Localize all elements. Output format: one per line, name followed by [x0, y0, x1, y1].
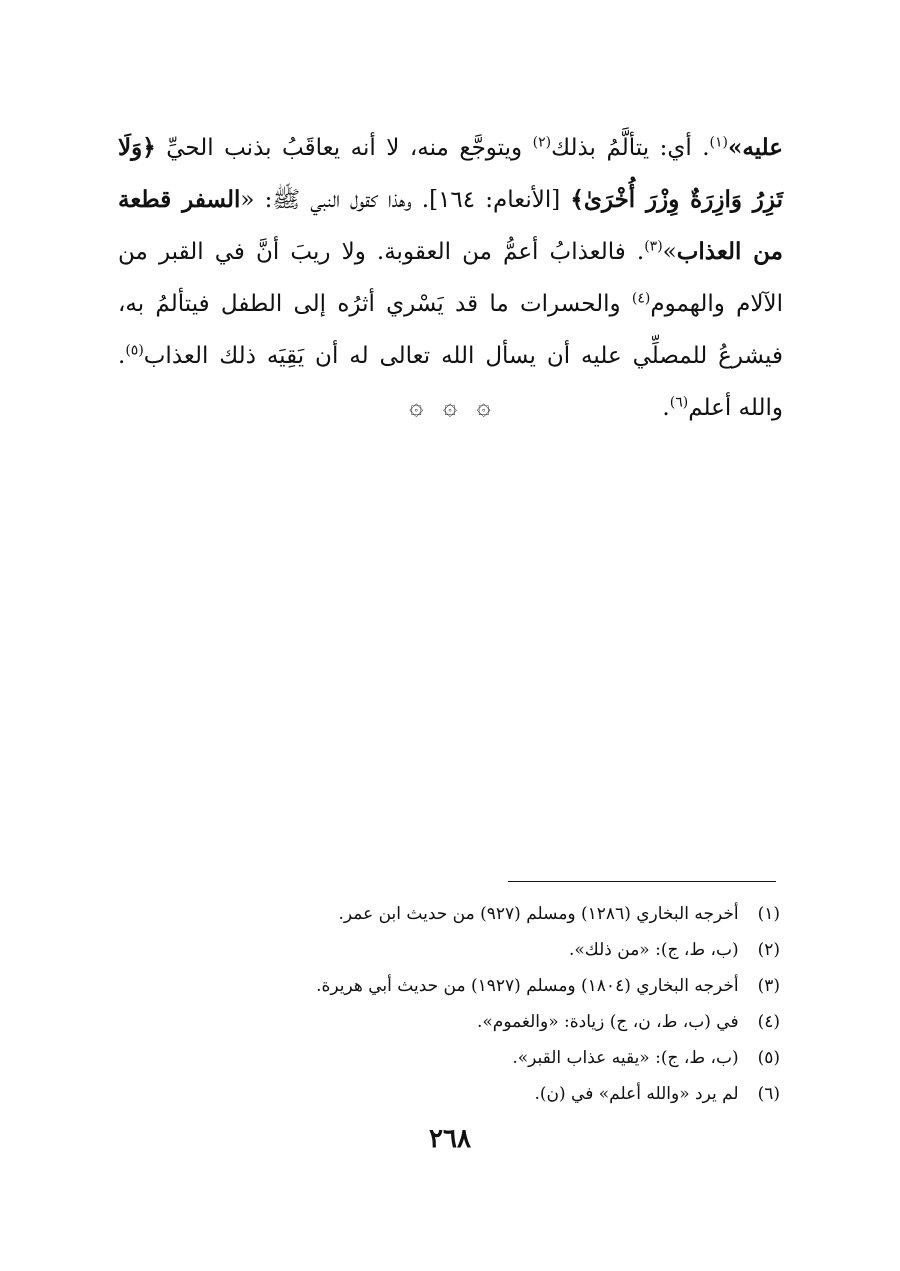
footnote-number: (١) — [757, 904, 780, 924]
footnote-ref-3[interactable]: (٣) — [644, 238, 663, 255]
footnote-item — [200, 1076, 780, 1112]
text-segment: . والله أعلم — [118, 343, 783, 421]
footnote-number: (٥) — [757, 1048, 780, 1068]
footnote-text: لم يرد «والله أعلم» في (ن). — [534, 1084, 739, 1104]
text-segment: والحسرات ما قد يَسْري أثرُه إلى الطفل فيتألمُ به، فيشرعُ للمصلِّي عليه أن يسأل الله تعالى له أن يَقِيَه ذلك العذاب — [118, 291, 783, 369]
footnote-ref-2[interactable]: (٢) — [532, 134, 552, 151]
quran-verse: ﴿وَلَا تَزِرُ وَازِرَةٌ وِزْرَ أُخْرَىٰ﴾ — [118, 134, 783, 213]
footnote-number: (٣) — [757, 976, 780, 996]
footnote-text: في (ب، ط، ن، ج) زيادة: «والغموم». — [476, 1012, 739, 1032]
footnote-ref-5[interactable]: (٥) — [125, 342, 144, 359]
footnote-item — [200, 932, 780, 968]
footnote-number: (٢) — [757, 940, 780, 960]
ornament-icon: ۞ — [476, 392, 491, 420]
footnote-ref-4[interactable]: (٤) — [631, 290, 651, 307]
footnote-text: (ب، ط، ج): «يقيه عذاب القبر». — [512, 1048, 739, 1068]
main-paragraph — [118, 122, 783, 434]
footnote-text: أخرجه البخاري (١٢٨٦) ومسلم (٩٢٧) من حديث ابن عمر. — [338, 904, 739, 924]
text-segment: ويتوجَّع منه، لا أنه يعاقَبُ بذنب الحيِّ — [155, 135, 533, 161]
ornament-icon: ۞ — [442, 392, 458, 420]
verse-citation: [الأنعام: ١٦٤]. وهذا كقول النبي ﷺ: « — [240, 187, 571, 213]
text-segment: . — [662, 395, 670, 421]
footnote-item — [200, 1004, 780, 1040]
footnote-item — [200, 896, 780, 932]
footnote-text: أخرجه البخاري (١٨٠٤) ومسلم (١٩٢٧) من حديث أبي هريرة. — [316, 976, 739, 996]
footnote-item — [200, 1040, 780, 1076]
footnote-ref-1[interactable]: (١) — [709, 134, 729, 151]
footnote-ref-6[interactable]: (٦) — [669, 394, 689, 411]
section-divider — [0, 392, 900, 420]
footnote-number: (٦) — [757, 1084, 780, 1104]
text-segment: . أي: يتألَّمُ بذلك — [551, 135, 710, 161]
footnotes-list — [200, 896, 780, 1112]
quote-close: » — [662, 239, 677, 265]
ornament-icon: ۞ — [409, 392, 424, 420]
hadith-quote: السفر قطعة من العذاب — [118, 186, 783, 265]
quote-end: عليه» — [728, 134, 783, 161]
text-segment: . فالعذابُ أعمُّ من العقوبة. ولا ريبَ أنَّ في القبر من الآلام والهموم — [118, 239, 783, 317]
footnote-number: (٤) — [757, 1012, 780, 1032]
footnote-item — [200, 968, 780, 1004]
page-number: ٢٦٨ — [429, 1124, 471, 1154]
footnote-text: (ب، ط، ج): «من ذلك». — [568, 940, 739, 960]
footnote-separator — [508, 881, 776, 882]
